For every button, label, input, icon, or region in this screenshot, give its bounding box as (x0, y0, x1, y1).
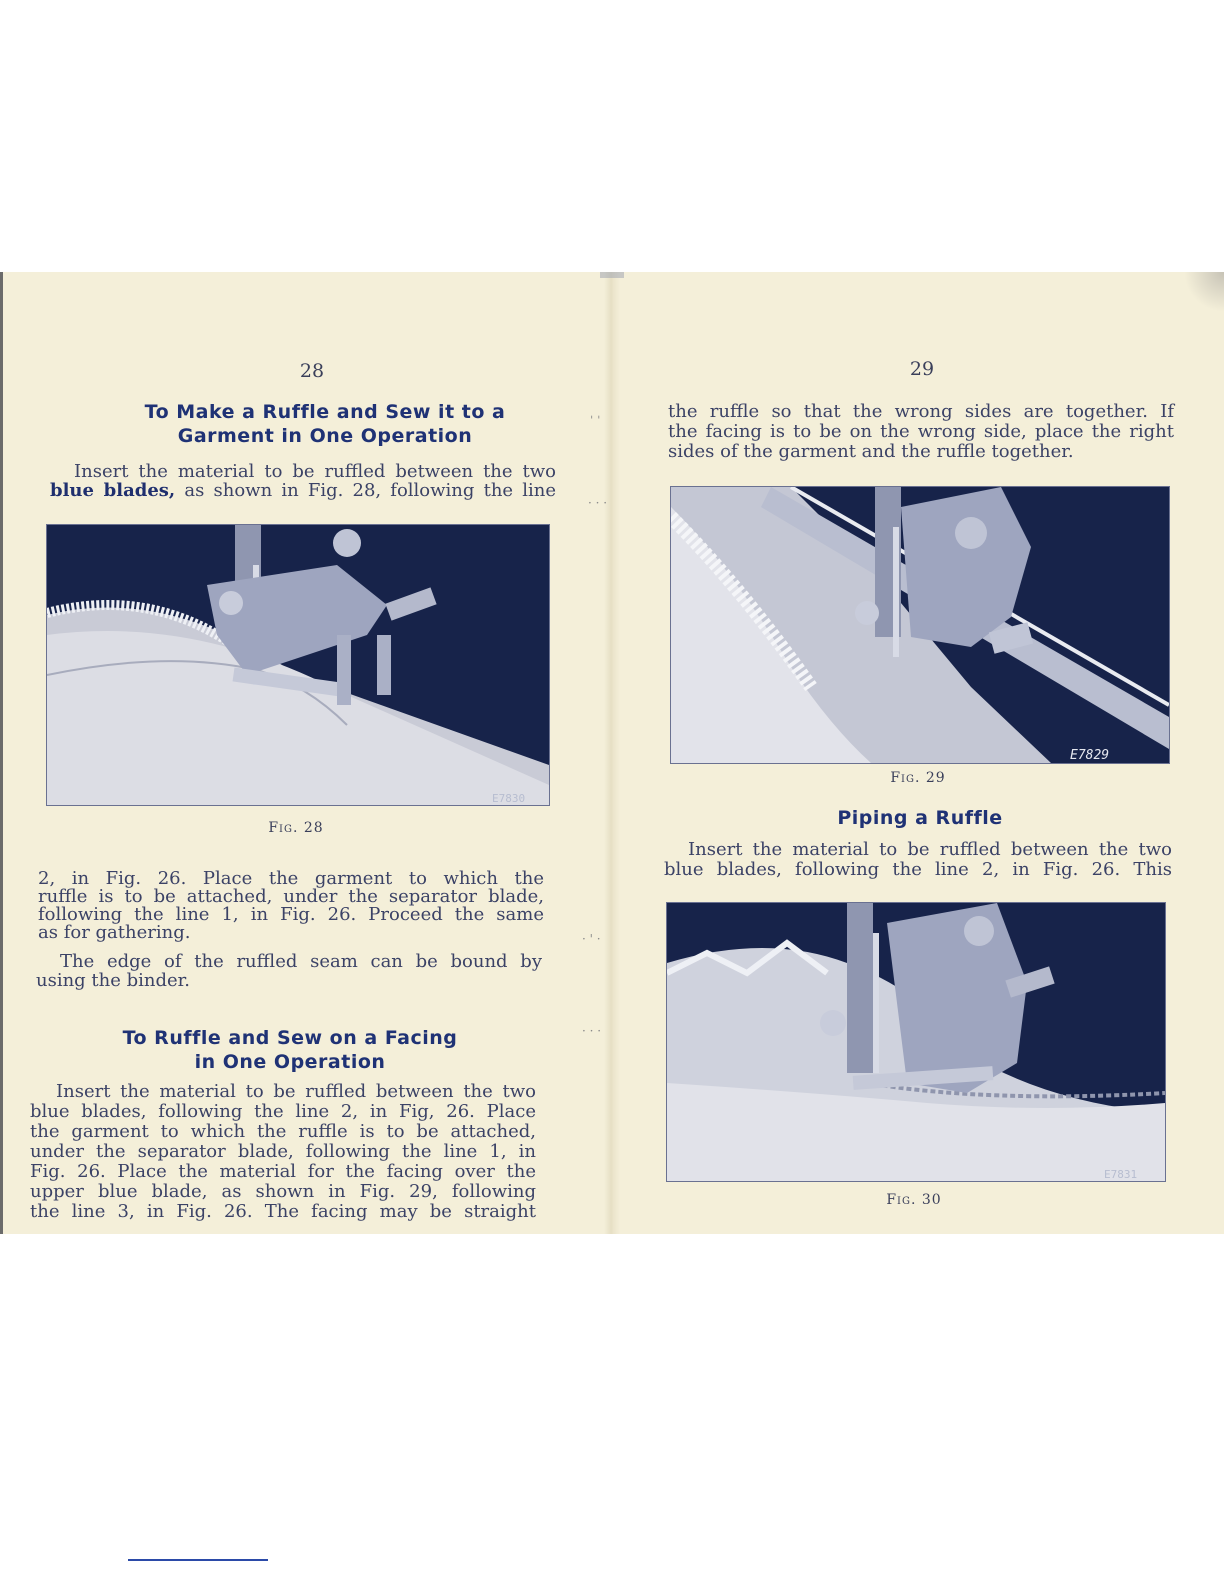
right-paragraph-2 (664, 840, 1172, 880)
left-para1-line-2b: as shown in Fig. 28, following the line (175, 480, 556, 501)
right-para1-line-2: the facing is to be on the wrong side, place the right (668, 421, 1174, 442)
left-para2-line-1: 2, in Fig. 26. Place the garment to which the (38, 868, 544, 889)
left-para4-line-5: Fig. 26. Place the material for the facing over the (30, 1161, 536, 1182)
left-heading-1 (110, 400, 540, 448)
figure-28-code: E7830 (492, 792, 526, 805)
left-para4-line-7: the line 3, in Fig. 26. The facing may be straight (30, 1201, 536, 1222)
page-number-left: 28 (299, 360, 325, 382)
left-heading-2-line-1: To Ruffle and Sew on a Facing (122, 1027, 458, 1049)
left-heading-1-line-1: To Make a Ruffle and Sew it to a (144, 401, 506, 423)
left-para1-line-2 (50, 481, 556, 500)
left-para2-line-3: following the line 1, in Fig. 26. Proceed the same (38, 904, 544, 925)
figure-29-photo (670, 486, 1170, 764)
left-paragraph-3 (36, 952, 542, 990)
left-para3-line-2: using the binder. (36, 970, 191, 991)
left-paragraph-4 (30, 1082, 536, 1222)
right-paragraph-1 (668, 402, 1174, 462)
left-para4-line-6: upper blue blade, as shown in Fig. 29, following (30, 1181, 536, 1202)
left-para2-line-4: as for gathering. (38, 922, 191, 943)
right-para2-line-2: blue blades, following the line 2, in Fig. 26. This (664, 859, 1172, 880)
left-paragraph-1 (50, 462, 556, 500)
left-para4-line-1: Insert the material to be ruffled between the two (56, 1081, 536, 1102)
left-paragraph-2 (38, 870, 544, 942)
page-number-right: 29 (909, 358, 935, 380)
figure-28-photo (46, 524, 550, 806)
figure-29-caption: Fig. 29 (890, 770, 946, 786)
margin-mark: · · · (588, 496, 608, 510)
left-para4-line-4: under the separator blade, following the line 1, in (30, 1141, 536, 1162)
figure-28-caption: Fig. 28 (268, 820, 324, 836)
left-para1-line-2a: blue blades, (50, 480, 176, 501)
ruffler-photo-fig30 (667, 903, 1165, 1181)
figure-29-code: E7829 (1070, 748, 1110, 763)
left-para4-line-3: the garment to which the ruffle is to be attached, (30, 1121, 536, 1142)
margin-mark: ˌ ˌ (590, 406, 601, 420)
book-spread (0, 272, 1224, 1234)
right-heading: Piping a Ruffle (837, 807, 1003, 829)
figure-30-code: E7831 (1104, 1168, 1138, 1181)
book-gutter (604, 272, 620, 1234)
right-para1-line-3: sides of the garment and the ruffle together. (668, 441, 1074, 462)
margin-mark: · ' · (582, 932, 601, 946)
left-para4-line-2: blue blades, following the line 2, in Fig, 26. Place (30, 1101, 536, 1122)
figure-30-caption: Fig. 30 (886, 1192, 942, 1208)
ruffler-photo-fig29 (671, 487, 1169, 763)
top-smudge (600, 272, 624, 278)
left-para2-line-2: ruffle is to be attached, under the separator blade, (38, 886, 544, 907)
left-heading-2 (100, 1026, 480, 1074)
margin-mark: · · · (582, 1024, 602, 1038)
page-corner-shadow (1184, 272, 1224, 312)
ruffler-photo-fig28 (47, 525, 549, 805)
left-heading-2-line-2: in One Operation (194, 1051, 386, 1073)
left-para3-line-1: The edge of the ruffled seam can be bound by (60, 951, 542, 972)
left-para1-line-1: Insert the material to be ruffled between the two (74, 461, 556, 482)
figure-30-photo (666, 902, 1166, 1182)
right-para1-line-1: the ruffle so that the wrong sides are together. If (668, 401, 1174, 422)
bottom-rule (128, 1559, 268, 1561)
left-heading-1-line-2: Garment in One Operation (177, 425, 473, 447)
right-para2-line-1: Insert the material to be ruffled between the two (688, 839, 1172, 860)
